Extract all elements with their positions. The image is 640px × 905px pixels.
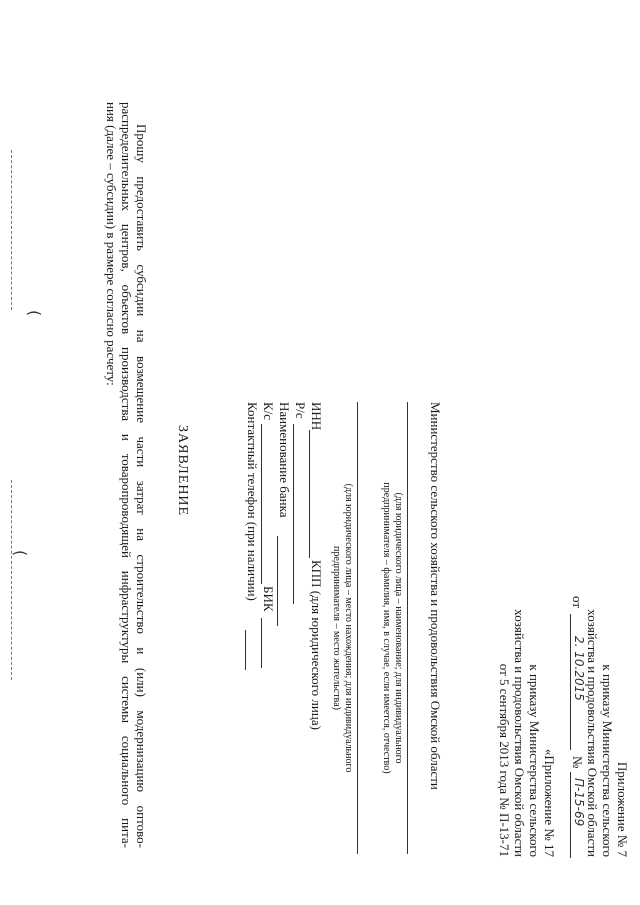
bank-label: Наименование банка — [277, 402, 292, 518]
applicant-address-hint-1: (для юридического лица – место нахождения; для индивидуального — [343, 483, 354, 773]
body-line-1: Прошу предоставить субсидии на возмещение части затрат на строительство и (или) модернизацию оптово- — [134, 124, 149, 848]
bank-line — [277, 536, 278, 626]
kpp-label: КПП (для юридического лица) — [309, 560, 324, 730]
handwritten-date: 2. 10.2015 — [572, 636, 586, 701]
ks-label: К/с — [261, 402, 276, 421]
appendix-7-from-label: от — [570, 596, 585, 609]
margin-mark: ( — [25, 310, 44, 317]
bik-label: БИК — [261, 586, 276, 612]
ministry-name: Министерство сельского хозяйства и продовольствия Омской области — [428, 402, 443, 790]
inn-label: ИНН — [309, 402, 324, 431]
rs-line — [293, 424, 294, 604]
appendix-7-title: Приложение № 7 — [615, 761, 630, 857]
body-line-3: ния (далее – субсидии) в размере согласно расчету: — [104, 102, 119, 386]
applicant-name-hint-1: (для юридического лица – наименование; для индивидуального — [393, 492, 404, 764]
applicant-address-hint-2: предпринимателя – место жительства) — [331, 546, 342, 710]
body-line-2: распределительных центров, объектов производства и товаропроводящей инфраструктуры системы социального пита- — [119, 102, 134, 848]
appendix-17-ministry: хозяйства и продовольствия Омской области — [512, 609, 527, 857]
appendix-7-number-label: № — [570, 756, 585, 769]
margin-mark: ( — [11, 550, 30, 557]
date-line — [570, 614, 571, 750]
appendix-7-ministry: хозяйства и продовольствия Омской области — [585, 609, 600, 857]
appendix-17-order: к приказу Министерства сельского — [527, 664, 542, 857]
phone-line — [245, 630, 246, 670]
scan-edge-line — [11, 480, 12, 680]
handwritten-number: П-15-69 — [572, 778, 586, 827]
scan-edge-line — [11, 150, 12, 310]
appendix-7-order: к приказу Министерства сельского — [600, 664, 615, 857]
appendix-17-title: «Приложение № 17 — [542, 748, 557, 857]
document-title: ЗАЯВЛЕНИЕ — [175, 425, 190, 517]
rs-label: Р/с — [293, 402, 308, 419]
ks-line — [261, 424, 262, 584]
number-line — [570, 772, 571, 858]
inn-line — [309, 430, 310, 558]
applicant-name-line — [407, 402, 408, 854]
bik-line — [261, 618, 262, 668]
appendix-17-date: от 5 сентября 2013 года № П-13-71 — [497, 663, 512, 857]
phone-label: Контактный телефон (при наличии) — [245, 402, 260, 601]
applicant-address-line — [357, 402, 358, 854]
applicant-name-hint-2: предпринимателя – фамилия, имя, в случае, если имеется, отчество) — [381, 482, 392, 774]
